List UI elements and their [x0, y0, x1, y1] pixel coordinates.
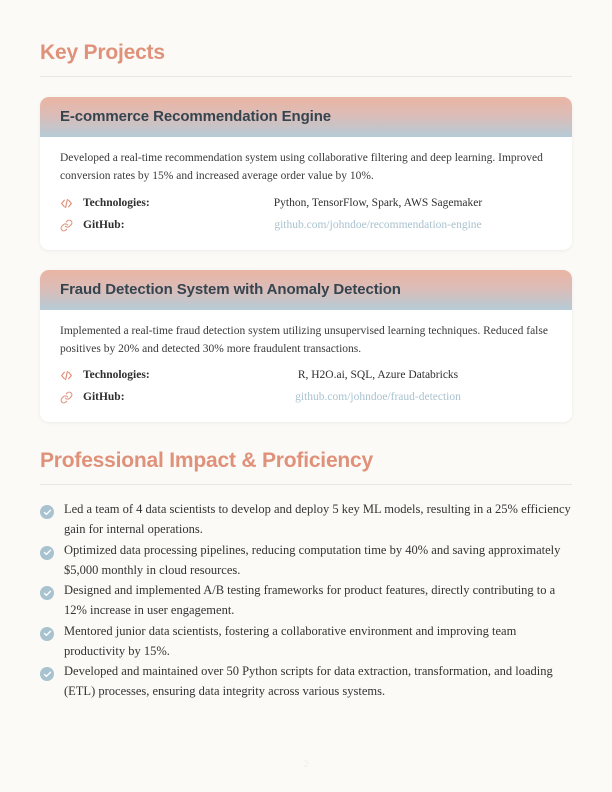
code-icon — [60, 369, 78, 382]
list-item — [40, 661, 572, 702]
project-card — [40, 97, 572, 249]
project-github-row — [60, 387, 552, 408]
github-link[interactable]: github.com/johndoe/fraud-detection — [295, 391, 461, 404]
code-icon — [60, 197, 78, 210]
impact-text: Designed and implemented A/B testing frameworks for product features, directly contributing to a 12% increase in user engagement. — [64, 583, 556, 618]
technologies-value: R, H2O.ai, SQL, Azure Databricks — [297, 369, 459, 382]
github-link[interactable]: github.com/johndoe/recommendation-engine — [274, 219, 482, 231]
check-circle-icon — [40, 546, 54, 560]
project-card-body — [40, 310, 572, 422]
impact-text: Developed and maintained over 50 Python scripts for data extraction, transformation, and loading (ETL) processes, ensuring data integrity across various systems. — [64, 664, 553, 699]
check-circle-icon — [40, 667, 54, 681]
project-card-header — [40, 270, 572, 310]
list-item — [40, 580, 572, 621]
link-icon — [60, 391, 78, 404]
check-circle-icon — [40, 505, 54, 519]
technologies-value: Python, TensorFlow, Spark, AWS Sagemaker — [273, 197, 483, 209]
list-item — [40, 499, 572, 540]
list-item — [40, 540, 572, 581]
impact-text: Optimized data processing pipelines, reducing computation time by 40% and saving approximately $5,000 monthly in cloud resources. — [64, 542, 561, 577]
project-title: E-commerce Recommendation Engine — [60, 108, 332, 126]
project-card — [40, 270, 572, 422]
list-item — [40, 621, 572, 662]
link-icon — [60, 219, 78, 232]
github-label: GitHub: — [83, 219, 125, 231]
project-description: Implemented a real-time fraud detection system utilizing unsupervised learning techniques. Reduced false positives by 20% and detected 30% more fraudulent transactions. — [60, 324, 548, 355]
project-card-header — [40, 97, 572, 137]
github-label: GitHub: — [83, 391, 125, 404]
project-technologies-row — [60, 193, 552, 214]
impact-section — [40, 422, 572, 702]
page-number: 2 — [303, 759, 309, 769]
impact-text: Led a team of 4 data scientists to develop and deploy 5 key ML models, resulting in a 25% efficiency gain for internal operations. — [64, 502, 571, 537]
technologies-label: Technologies: — [83, 197, 150, 209]
section-divider — [40, 484, 572, 485]
page-title-key-projects: Key Projects — [40, 41, 165, 64]
section-divider — [40, 76, 572, 77]
project-card-body — [40, 137, 572, 249]
project-title: Fraud Detection System with Anomaly Detection — [60, 280, 401, 298]
key-projects-section — [40, 0, 572, 422]
project-description: Developed a real-time recommendation system using collaborative filtering and deep learning. Improved conversion rates by 15% and increased average order value by 10%. — [60, 152, 543, 183]
page-title-impact: Professional Impact & Proficiency — [40, 448, 374, 472]
check-circle-icon — [40, 627, 54, 641]
impact-text: Mentored junior data scientists, fostering a collaborative environment and improving team productivity by 15%. — [64, 623, 517, 658]
technologies-label: Technologies: — [83, 369, 150, 382]
impact-list — [40, 499, 572, 702]
project-github-row — [60, 215, 552, 236]
project-technologies-row — [60, 365, 552, 386]
check-circle-icon — [40, 586, 54, 600]
